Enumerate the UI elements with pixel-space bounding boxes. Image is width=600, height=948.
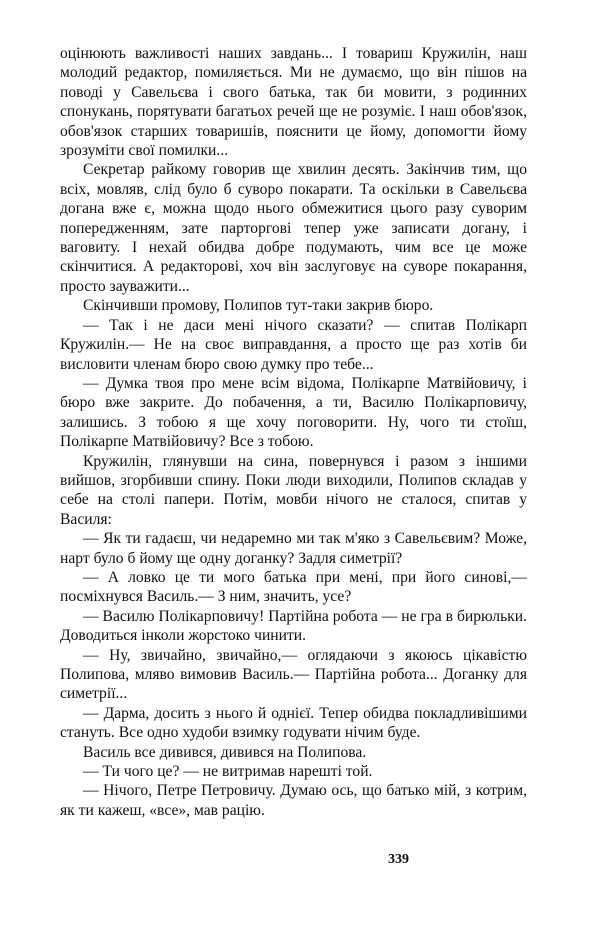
paragraph-1: оцінюють важливості наших завдань... І товариш Кружилін, наш молодий редактор, помиляється. Ми не думаємо, що він пішов на поводі у Савельєва і свого батька, так би мовити, з родинних спонукань, порятувати багатьох речей ще не розуміє. І наш обов'язок, обов'язок старших товаришів, пояснити це йому, допомогти йому зрозуміти свої помилки... [60,45,527,160]
page-number: 339 [388,852,409,867]
paragraph-13: — Ти чого це? — не витримав нарешті той. [83,763,373,781]
paragraph-5: — Думка твоя про мене всім відома, Полікарпе Матвійовичу, і бюро вже закрите. До побачення, а ти, Василю Полікарповичу, залишись. З тобою я ще хочу поговорити. Ну, чого ти стоїш, Полікарпе Матвійовичу? Все з тобою. [60,374,527,451]
paragraph-8: — А ловко це ти мого батька при мені, при його синові,— посміхнувся Василь.— З ним, значить, усе? [60,568,527,606]
paragraph-9: — Василю Полікарповичу! Партійна робота — не гра в бирюльки. Доводиться інколи жорстоко чинити. [60,607,527,645]
paragraph-11: — Дарма, досить з нього й однієї. Тепер обидва покладливішими стануть. Все одно худоби взимку годувати нічим буде. [60,704,527,742]
page-text [60,44,527,820]
paragraph-6: Кружилін, глянувши на сина, повернувся і разом з іншими вийшов, згорбивши спину. Поки люди виходили, Полипов складав у себе на столі папери. Потім, мовби нічого не сталося, спитав у Василя: [60,452,527,528]
paragraph-12: Василь все дивився, дивився на Полипова. [83,743,367,761]
paragraph-10: — Ну, звичайно, звичайно,— оглядаючи з якоюсь цікавістю Полипова, мляво вимовив Василь.— Партійна робота... Доганку для симетрії... [60,646,527,703]
paragraph-2: Секретар райкому говорив ще хвилин десять. Закінчив тим, що всіх, мовляв, слід було б суворо покарати. Та оскільки в Савельєва догана вже є, можна щодо нього обмежитися цього разу суворим попередженням, зате парторгові тепер уже записати догану, і ваговиту. І нехай обидва добре подумають, чим все це може скінчитися. А редакторові, хоч він заслуговує на суворе покарання, просто зауважити... [60,161,527,295]
paragraph-14: — Нічого, Петре Петровичу. Думаю ось, що батько мій, з котрим, як ти кажеш, «все», мав рацію. [60,782,527,819]
paragraph-7: — Як ти гадаєш, чи недаремно ми так м'яко з Савельєвим? Може, нарт було б йому ще одну доганку? Задля симетрії? [60,530,527,567]
paragraph-4: — Так і не даси мені нічого сказати? — спитав Полікарп Кружилін.— Не на своє виправдання, а просто ще раз хотів би висловити членам бюро свою думку про тебе... [60,316,527,373]
paragraph-3: Скінчивши промову, Полипов тут-таки закрив бюро. [83,297,434,315]
